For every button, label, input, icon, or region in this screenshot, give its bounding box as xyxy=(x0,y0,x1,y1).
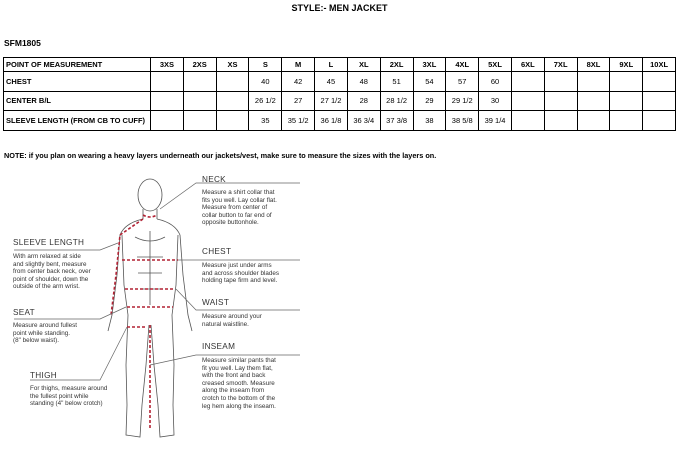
desc-line: and across shoulder blades xyxy=(202,269,280,277)
column-header: POINT OF MEASUREMENT xyxy=(4,58,151,72)
measurement-lines xyxy=(111,215,178,430)
sleeve-length-description xyxy=(13,253,91,291)
table-cell: 28 xyxy=(347,91,380,111)
desc-line: With arm relaxed at side xyxy=(13,253,81,260)
table-cell xyxy=(216,72,249,92)
desc-line: and slightly bent, measure xyxy=(13,260,87,268)
desc-line: the fullest point while xyxy=(30,392,89,400)
table-cell xyxy=(577,91,610,111)
table-cell: 29 xyxy=(413,91,446,111)
table-cell: 57 xyxy=(446,72,479,92)
desc-line: Measure similar pants that xyxy=(202,357,276,364)
table-cell: 45 xyxy=(315,72,348,92)
table-cell: 27 1/2 xyxy=(315,91,348,111)
column-header: 9XL xyxy=(610,58,643,72)
desc-line: along the inseam from xyxy=(202,387,265,395)
chest-description xyxy=(202,262,279,285)
neck-label: NECK xyxy=(202,175,226,184)
table-cell xyxy=(151,72,184,92)
table-cell: 60 xyxy=(479,72,512,92)
chest-label: CHEST xyxy=(202,247,232,256)
size-header-row xyxy=(4,58,676,72)
table-cell xyxy=(216,111,249,131)
table-cell: 38 xyxy=(413,111,446,131)
column-header: 3XS xyxy=(151,58,184,72)
table-cell: 37 3/8 xyxy=(380,111,413,131)
desc-line: from center back neck, over xyxy=(13,268,91,276)
table-cell xyxy=(643,72,676,92)
table-cell xyxy=(610,72,643,92)
desc-line: collar button to far end of xyxy=(202,211,272,219)
waist-label: WAIST xyxy=(202,298,230,307)
table-cell xyxy=(151,91,184,111)
table-cell: 40 xyxy=(249,72,282,92)
table-cell xyxy=(643,111,676,131)
desc-line: standing (4" below crotch) xyxy=(30,400,103,408)
table-cell xyxy=(544,111,577,131)
desc-line: (8" below waist). xyxy=(13,337,59,345)
column-header: 10XL xyxy=(643,58,676,72)
measurement-guide xyxy=(0,165,679,449)
table-cell: 27 xyxy=(282,91,315,111)
table-cell: 48 xyxy=(347,72,380,92)
table-cell xyxy=(577,72,610,92)
table-cell xyxy=(544,91,577,111)
sleeve-length-label: SLEEVE LENGTH xyxy=(13,238,85,247)
seat-description xyxy=(13,322,77,345)
table-cell xyxy=(610,91,643,111)
column-header: 8XL xyxy=(577,58,610,72)
desc-line: Measure around your xyxy=(202,313,262,320)
table-cell xyxy=(183,111,216,131)
style-code: SFM1805 xyxy=(4,38,41,48)
desc-line: with the front and back xyxy=(202,372,266,380)
layering-note: NOTE: if you plan on wearing a heavy layers underneath our jackets/vest, make sure to measure the sizes with the layers on. xyxy=(4,151,437,160)
row-label: CHEST xyxy=(4,72,151,92)
table-cell: 30 xyxy=(479,91,512,111)
table-row xyxy=(4,72,676,92)
table-cell xyxy=(610,111,643,131)
desc-line: natural waistline. xyxy=(202,320,249,328)
inseam-label: INSEAM xyxy=(202,342,236,351)
table-cell xyxy=(511,91,544,111)
desc-line: Measure around fullest xyxy=(13,322,78,329)
column-header: 6XL xyxy=(511,58,544,72)
table-cell: 28 1/2 xyxy=(380,91,413,111)
seat-label: SEAT xyxy=(13,308,35,317)
desc-line: point while standing. xyxy=(13,329,71,337)
column-header: 2XS xyxy=(183,58,216,72)
table-cell xyxy=(151,111,184,131)
table-cell: 26 1/2 xyxy=(249,91,282,111)
table-cell xyxy=(544,72,577,92)
column-header: 2XL xyxy=(380,58,413,72)
neck-measure-line xyxy=(143,215,157,217)
column-header: S xyxy=(249,58,282,72)
column-header: M xyxy=(282,58,315,72)
desc-line: Measure from center of xyxy=(202,204,268,212)
table-row xyxy=(4,111,676,131)
column-header: L xyxy=(315,58,348,72)
neck-description xyxy=(202,189,277,227)
desc-line: holding tape firm and level. xyxy=(202,277,278,285)
column-header: XL xyxy=(347,58,380,72)
table-cell: 38 5/8 xyxy=(446,111,479,131)
table-cell: 39 1/4 xyxy=(479,111,512,131)
row-label: SLEEVE LENGTH (FROM CB TO CUFF) xyxy=(4,111,151,131)
table-cell xyxy=(216,91,249,111)
thigh-description xyxy=(30,385,107,408)
desc-line: Measure a shirt collar that xyxy=(202,189,275,196)
table-cell xyxy=(183,91,216,111)
thigh-label: THIGH xyxy=(30,371,57,380)
desc-line: Measure just under arms xyxy=(202,262,272,269)
table-cell xyxy=(577,111,610,131)
desc-line: fit you well. Lay them flat, xyxy=(202,364,273,372)
table-cell xyxy=(183,72,216,92)
table-cell: 51 xyxy=(380,72,413,92)
desc-line: For thighs, measure around xyxy=(30,385,108,392)
table-cell: 35 1/2 xyxy=(282,111,315,131)
desc-line: creased smooth. Measure xyxy=(202,379,275,387)
desc-line: fits you well. Lay collar flat. xyxy=(202,196,277,204)
desc-line: crotch to the bottom of the xyxy=(202,394,276,402)
desc-line: outside of the arm wrist. xyxy=(13,283,80,291)
row-label: CENTER B/L xyxy=(4,91,151,111)
table-cell xyxy=(511,111,544,131)
column-header: XS xyxy=(216,58,249,72)
inseam-description xyxy=(202,357,276,410)
size-chart-table xyxy=(3,57,676,131)
desc-line: point of shoulder, down the xyxy=(13,275,89,283)
table-cell xyxy=(511,72,544,92)
table-cell: 35 xyxy=(249,111,282,131)
desc-line: leg hem along the inseam. xyxy=(202,402,276,410)
column-header: 7XL xyxy=(544,58,577,72)
column-header: 4XL xyxy=(446,58,479,72)
table-row xyxy=(4,91,676,111)
waist-description xyxy=(202,313,262,328)
table-cell xyxy=(643,91,676,111)
table-cell: 29 1/2 xyxy=(446,91,479,111)
style-title: STYLE:- MEN JACKET xyxy=(291,3,388,13)
desc-line: opposite buttonhole. xyxy=(202,219,259,227)
column-header: 5XL xyxy=(479,58,512,72)
sleeve-measure-line xyxy=(111,219,143,315)
table-cell: 42 xyxy=(282,72,315,92)
table-cell: 36 1/8 xyxy=(315,111,348,131)
table-cell: 54 xyxy=(413,72,446,92)
table-cell: 36 3/4 xyxy=(347,111,380,131)
column-header: 3XL xyxy=(413,58,446,72)
